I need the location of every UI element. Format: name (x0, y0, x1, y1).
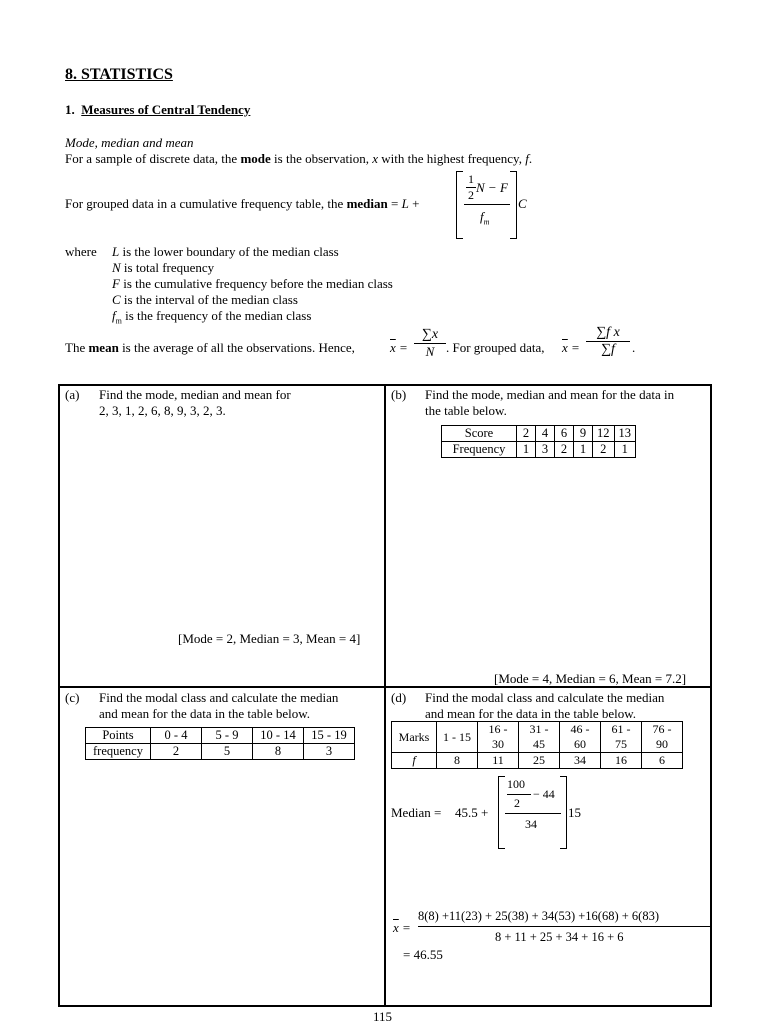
table-cell: 2 (517, 426, 536, 442)
mean-end: . (632, 340, 636, 355)
section-heading (65, 102, 250, 118)
mean-definition (65, 340, 355, 356)
d-median-bracket-right (560, 776, 567, 849)
table-row (86, 728, 355, 744)
question-b-label: (b) (391, 387, 407, 402)
question-b-text-1: Find the mode, median and mean for the data in (425, 387, 675, 402)
question-d-label: (d) (391, 690, 407, 705)
table-cell: 11 (478, 753, 519, 769)
table-row (392, 722, 683, 753)
mode-text-mid: is the observation, (270, 151, 373, 166)
table-row (86, 744, 355, 760)
median-plus: + (412, 196, 420, 211)
median-fm: $f_m$ (480, 209, 490, 227)
table-cell: 6 (555, 426, 574, 442)
d-median-bracket-left (498, 776, 505, 849)
table-cell: 16 (601, 753, 642, 769)
table-cell: 10 - 14 (253, 728, 304, 744)
question-c-table (85, 727, 355, 760)
intro-subtitle: Mode, median and mean (65, 135, 194, 150)
mean-text-pre: The (65, 340, 89, 355)
table-row (442, 442, 636, 458)
d-mean-numerator: 8(8) +11(23) + 25(38) + 34(53) +16(68) + 6(83) (418, 909, 659, 923)
mean-xbar-2: $\overline{x}$ = (562, 340, 580, 355)
d-median-100: 100 (507, 777, 525, 791)
question-b-table (441, 425, 636, 458)
mode-word: mode (240, 151, 271, 166)
table-cell: 1 - 15 (437, 722, 478, 753)
table-cell: 16 - 30 (478, 722, 519, 753)
mean-num-1: ∑x (414, 327, 446, 344)
d-mean-denominator: 8 + 11 + 25 + 34 + 16 + 6 (495, 930, 624, 944)
question-c-text-2: and mean for the data in the table below. (99, 706, 311, 721)
mean-text-mid: . For grouped data, (446, 340, 545, 355)
question-c-text-1: Find the modal class and calculate the median (99, 690, 339, 705)
d-median-half-line (507, 794, 531, 795)
table-cell: 0 - 4 (151, 728, 202, 744)
table-cell: frequency (86, 744, 151, 760)
mode-text-post: with the highest frequency, (378, 151, 526, 166)
mean-frac-1 (414, 327, 446, 360)
table-cell: f (392, 753, 437, 769)
table-cell: 15 - 19 (304, 728, 355, 744)
question-a-text-1: Find the mode, median and mean for (99, 387, 291, 402)
mode-x: x (372, 151, 379, 166)
table-cell: 5 - 9 (202, 728, 253, 744)
table-cell: 5 (202, 744, 253, 760)
table-cell: 76 - 90 (642, 722, 683, 753)
question-d-table (391, 721, 683, 769)
table-cell: 3 (304, 744, 355, 760)
where-item-F: F is the cumulative frequency before the median class (112, 276, 393, 291)
question-a-label: (a) (65, 387, 80, 402)
mean-den-2: ∑f (601, 342, 615, 357)
mode-f: f (525, 151, 529, 166)
where-item-C: C is the interval of the median class (112, 292, 298, 307)
d-median-fraction-line (505, 813, 561, 814)
where-item-N: N is total frequency (112, 260, 215, 275)
table-cell: 34 (560, 753, 601, 769)
d-median-label: Median = (391, 805, 442, 820)
median-fraction-line (464, 204, 510, 205)
section-title: Measures of Central Tendency (81, 102, 251, 117)
mean-frac-2 (586, 325, 630, 358)
table-cell: 8 (253, 744, 304, 760)
question-b-text-2: the table below. (425, 403, 507, 418)
section-number: 1. (65, 102, 75, 117)
median-text-pre: For grouped data in a cumulative frequency table, the (65, 196, 347, 211)
question-d-text-1: Find the modal class and calculate the median (425, 690, 665, 705)
table-cell: 6 (642, 753, 683, 769)
mean-num-2: ∑f x (586, 325, 630, 342)
median-eq: = (387, 196, 402, 211)
median-C: C (518, 196, 527, 211)
table-cell: 12 (593, 426, 615, 442)
table-cell: 13 (614, 426, 636, 442)
mean-den-1: N (425, 344, 435, 359)
mode-definition (65, 151, 532, 167)
question-b-answer: [Mode = 4, Median = 6, Mean = 7.2] (494, 671, 687, 686)
table-cell: Marks (392, 722, 437, 753)
table-cell: 2 (555, 442, 574, 458)
median-L: L (401, 196, 409, 211)
d-median-base: 45.5 + (455, 805, 489, 820)
table-cell: 4 (536, 426, 555, 442)
table-cell: 1 (614, 442, 636, 458)
question-c-label: (c) (65, 690, 80, 705)
question-d-text-2: and mean for the data in the table below. (425, 706, 637, 721)
mean-xbar-1: $\overline{x}$ = (390, 340, 408, 355)
mode-text-pre: For a sample of discrete data, the (65, 151, 241, 166)
table-cell: Points (86, 728, 151, 744)
median-NF: N − F (476, 180, 508, 195)
table-cell: 8 (437, 753, 478, 769)
table-cell: 61 - 75 (601, 722, 642, 753)
table-cell: 1 (574, 442, 593, 458)
median-half-den: 2 (468, 188, 474, 202)
table-cell: Score (442, 426, 517, 442)
d-mean-xbar: $\overline{x}$ = (393, 920, 411, 935)
median-bracket-right (510, 171, 517, 239)
table-cell: 2 (151, 744, 202, 760)
where-item-L: L is the lower boundary of the median class (112, 244, 339, 259)
median-half-num: 1 (468, 172, 474, 186)
d-median-34: 34 (525, 817, 537, 831)
question-a-answer: [Mode = 2, Median = 3, Mean = 4] (178, 631, 361, 646)
table-cell: Frequency (442, 442, 517, 458)
d-median-15: 15 (568, 805, 581, 820)
table-cell: 31 - 45 (519, 722, 560, 753)
mode-end: . (528, 151, 533, 166)
table-cell: 46 - 60 (560, 722, 601, 753)
d-median-2: 2 (514, 796, 520, 810)
d-mean-result: = 46.55 (403, 947, 443, 962)
median-word: median (346, 196, 388, 211)
table-cell: 3 (536, 442, 555, 458)
d-median-minus: − 44 (533, 787, 555, 801)
table-row (442, 426, 636, 442)
mean-text-post: is the average of all the observations. Hence, (118, 340, 355, 355)
table-cell: 1 (517, 442, 536, 458)
d-mean-fraction-line (418, 926, 710, 927)
page-number: 115 (373, 1009, 393, 1024)
where-label: where (65, 244, 97, 259)
table-cell: 2 (593, 442, 615, 458)
question-a-text-2: 2, 3, 1, 2, 6, 8, 9, 3, 2, 3. (99, 403, 226, 418)
table-cell: 9 (574, 426, 593, 442)
median-bracket-left (456, 171, 463, 239)
where-item-fm: $f_m$ is the frequency of the median class (112, 308, 312, 326)
median-definition (65, 196, 419, 212)
mean-word: mean (88, 340, 119, 355)
grid-divider-vertical (384, 384, 386, 1007)
table-cell: 25 (519, 753, 560, 769)
table-row (392, 753, 683, 769)
page-title: 8. STATISTICS (65, 66, 173, 83)
